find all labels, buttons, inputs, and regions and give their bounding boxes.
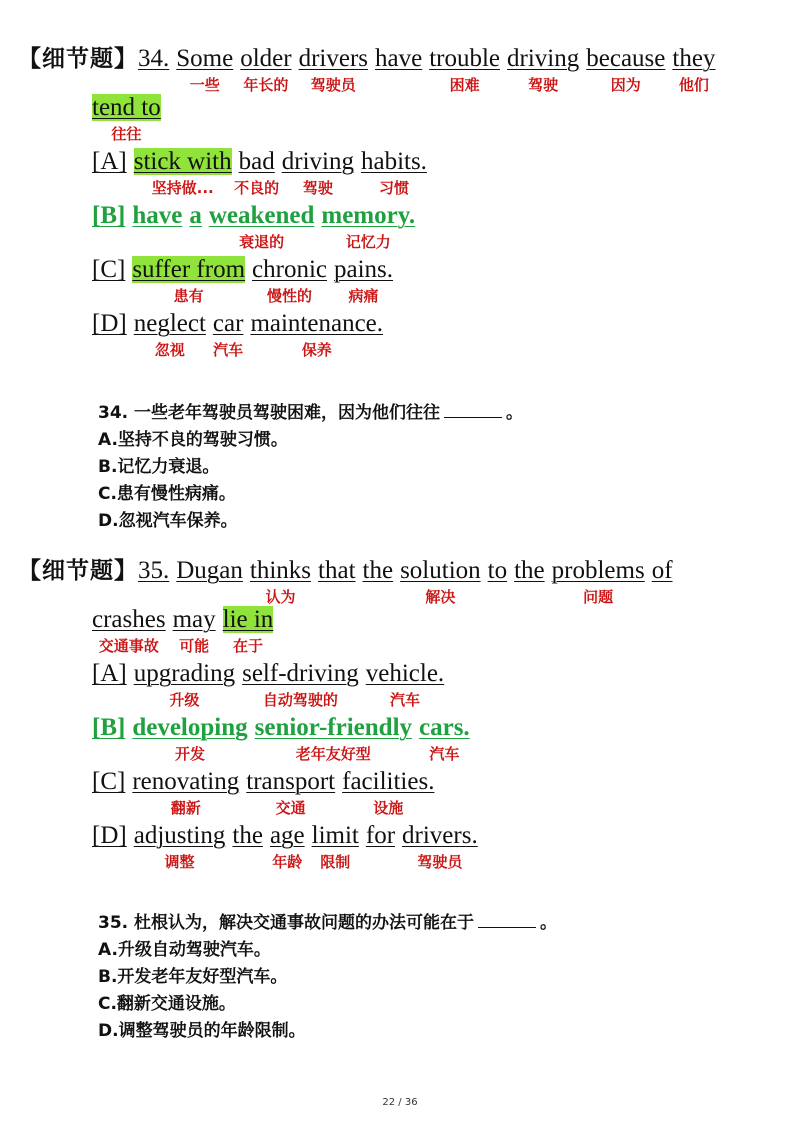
annotated-word (232, 822, 263, 850)
word-text: senior-friendly (254, 714, 413, 741)
word-text: tend to (92, 94, 161, 121)
q35-stem-words (138, 557, 680, 606)
annotated-word (375, 45, 422, 73)
word-text: because (586, 45, 666, 72)
chinese-gloss: 患有 (173, 287, 204, 305)
word-text: renovating (132, 768, 240, 795)
chinese-gloss: 不良的 (234, 179, 280, 197)
annotated-word (133, 148, 232, 197)
annotated-word (250, 310, 384, 359)
annotated-word (133, 660, 236, 709)
chinese-gloss: 年龄 (272, 853, 303, 871)
word-text: age (269, 822, 305, 849)
annotated-word (189, 202, 202, 230)
chinese-gloss: 认为 (265, 588, 296, 606)
chinese-gloss: 驾驶员 (417, 853, 463, 871)
chinese-gloss: 一些 (189, 76, 220, 94)
chinese-gloss: 汽车 (389, 691, 420, 709)
word-text: bad (238, 148, 275, 175)
annotated-word (138, 45, 169, 73)
chinese-gloss: 限制 (320, 853, 351, 871)
word-text: they (672, 45, 716, 72)
q35-translation-option-b: B.开发老年友好型汽车。 (98, 967, 288, 987)
chinese-gloss: 开发 (174, 745, 205, 763)
annotated-word (138, 557, 169, 585)
annotated-word (507, 45, 580, 94)
word-text: problems (551, 557, 645, 584)
annotated-word (92, 822, 127, 850)
q35-translation-option-d: D.调整驾驶员的年龄限制。 (98, 1021, 306, 1041)
annotated-word (132, 202, 182, 230)
annotated-word (429, 45, 501, 94)
annotated-word (92, 256, 125, 284)
annotated-word (132, 714, 248, 763)
chinese-gloss: 往往 (111, 125, 142, 143)
q35-option-d (92, 822, 485, 871)
q35-option-a (92, 660, 451, 709)
annotated-word (242, 660, 359, 709)
annotated-word (176, 45, 234, 94)
word-text: vehicle. (365, 660, 445, 687)
chinese-gloss: 他们 (678, 76, 709, 94)
word-text: adjusting (133, 822, 226, 849)
chinese-gloss: 驾驶员 (310, 76, 356, 94)
word-text: to (487, 557, 508, 584)
word-text: the (514, 557, 545, 584)
annotated-word (234, 148, 280, 197)
word-text: cars. (419, 714, 470, 741)
word-text: drivers. (402, 822, 478, 849)
annotated-word (92, 768, 125, 796)
word-text: [C] (92, 256, 126, 283)
word-text: have (132, 202, 183, 229)
word-text: maintenance. (250, 310, 384, 337)
word-text: self-driving (242, 660, 359, 687)
annotated-word (298, 45, 368, 94)
word-text: stick with (133, 148, 232, 175)
q34-translation-stem: 34. 一些老年驾驶员驾驶困难，因为他们往往 。 (98, 403, 524, 423)
word-text: have (375, 45, 423, 72)
word-text: [D] (92, 822, 127, 849)
annotated-word (360, 148, 427, 197)
chinese-gloss: 年长的 (243, 76, 289, 94)
annotated-word (92, 202, 125, 230)
q34-option-b (92, 202, 422, 251)
annotated-word (363, 557, 394, 585)
word-text: lie in (222, 606, 274, 633)
word-text: driving (507, 45, 580, 72)
word-text: thinks (249, 557, 312, 584)
word-text: [D] (92, 310, 127, 337)
word-text: pains. (334, 256, 394, 283)
q34-translation-option-d: D.忽视汽车保养。 (98, 511, 238, 531)
annotated-word (133, 822, 226, 871)
word-text: drivers (298, 45, 368, 72)
q35-option-b (92, 714, 477, 763)
chinese-gloss: 解决 (425, 588, 456, 606)
word-text: Some (176, 45, 234, 72)
chinese-gloss: 因为 (610, 76, 641, 94)
q34-translation-option-a: A.坚持不良的驾驶习惯。 (98, 430, 288, 450)
chinese-gloss: 升级 (169, 691, 200, 709)
chinese-gloss: 坚持做... (151, 179, 214, 197)
word-text: driving (281, 148, 354, 175)
word-text: of (651, 557, 673, 584)
q34-translation-option-c: C.患有慢性病痛。 (98, 484, 236, 504)
word-text: facilities. (342, 768, 435, 795)
q35-tag: 【细节题】 (18, 558, 138, 584)
word-text: the (232, 822, 263, 849)
chinese-gloss: 设施 (373, 799, 404, 817)
chinese-gloss: 病痛 (348, 287, 379, 305)
chinese-gloss: 问题 (583, 588, 614, 606)
annotated-word (652, 557, 673, 585)
word-text: car (212, 310, 244, 337)
annotated-word (92, 606, 166, 655)
word-text: habits. (360, 148, 427, 175)
annotated-word (672, 45, 716, 94)
q34-stem-line1 (18, 40, 722, 94)
chinese-gloss: 保养 (301, 341, 332, 359)
word-text: the (362, 557, 394, 584)
q35-stem-line1 (18, 552, 680, 606)
annotated-word (311, 822, 359, 871)
chinese-gloss: 忽视 (154, 341, 185, 359)
annotated-word (132, 256, 246, 305)
q35-translation-stem: 35. 杜根认为，解决交通事故问题的办法可能在于 。 (98, 913, 558, 933)
word-text: solution (400, 557, 481, 584)
annotated-word (132, 768, 240, 817)
annotated-word (246, 768, 336, 817)
chinese-gloss: 交通 (275, 799, 306, 817)
annotated-word (176, 557, 243, 585)
chinese-gloss: 可能 (179, 637, 210, 655)
answer-blank (444, 417, 502, 418)
word-text: [B] (92, 202, 126, 229)
annotated-word (586, 45, 666, 94)
q35-translation-option-a: A.升级自动驾驶汽车。 (98, 940, 271, 960)
annotated-word (133, 310, 206, 359)
chinese-gloss: 慢性的 (267, 287, 313, 305)
page-number: 22 / 36 (382, 1097, 418, 1108)
chinese-gloss: 记忆力 (345, 233, 391, 251)
answer-blank (478, 927, 536, 928)
chinese-gloss: 老年友好型 (295, 745, 371, 763)
annotated-word (419, 714, 470, 763)
word-text: Dugan (176, 557, 243, 584)
annotated-word (402, 822, 478, 871)
annotated-word (400, 557, 481, 606)
chinese-gloss: 困难 (449, 76, 480, 94)
annotated-word (334, 256, 394, 305)
q34-translation-option-b: B.记忆力衰退。 (98, 457, 220, 477)
annotated-word (342, 768, 435, 817)
word-text: 35. (138, 557, 170, 584)
annotated-word (222, 606, 274, 655)
q35-option-c (92, 768, 441, 817)
word-text: chronic (252, 256, 327, 283)
annotated-word (488, 557, 507, 585)
word-text: memory. (321, 202, 416, 229)
word-text: weakened (208, 202, 315, 229)
word-text: [C] (92, 768, 126, 795)
annotated-word (249, 557, 312, 606)
chinese-gloss: 翻新 (170, 799, 201, 817)
annotated-word (92, 660, 127, 688)
word-text: may (172, 606, 216, 633)
chinese-gloss: 汽车 (429, 745, 460, 763)
word-text: [A] (92, 148, 127, 175)
annotated-word (208, 202, 315, 251)
word-text: older (240, 45, 292, 72)
annotated-word (252, 256, 327, 305)
q34-tag: 【细节题】 (18, 46, 138, 72)
chinese-gloss: 在于 (232, 637, 263, 655)
annotated-word (92, 94, 161, 143)
annotated-word (254, 714, 413, 763)
word-text: that (318, 557, 356, 584)
annotated-word (318, 557, 356, 585)
word-text: limit (311, 822, 359, 849)
word-text: developing (132, 714, 248, 741)
annotated-word (514, 557, 545, 585)
word-text: suffer from (132, 256, 246, 283)
q34-option-c (92, 256, 400, 305)
chinese-gloss: 驾驶 (302, 179, 333, 197)
word-text: transport (246, 768, 336, 795)
annotated-word (551, 557, 645, 606)
annotated-word (92, 714, 125, 742)
chinese-gloss: 习惯 (378, 179, 409, 197)
word-text: 34. (138, 45, 170, 72)
word-text: [A] (92, 660, 127, 687)
word-text: upgrading (133, 660, 236, 687)
annotated-word (366, 822, 395, 850)
annotated-word (269, 822, 305, 871)
q35-stem-line2 (92, 606, 280, 655)
word-text: neglect (133, 310, 206, 337)
q34-stem-line2 (92, 94, 168, 143)
annotated-word (172, 606, 216, 655)
word-text: for (365, 822, 396, 849)
annotated-word (365, 660, 445, 709)
chinese-gloss: 交通事故 (98, 637, 159, 655)
q34-option-d (92, 310, 390, 359)
q35-translation-option-c: C.翻新交通设施。 (98, 994, 236, 1014)
q34-option-a (92, 148, 434, 197)
annotated-word (240, 45, 292, 94)
chinese-gloss: 自动驾驶的 (262, 691, 338, 709)
word-text: [B] (92, 714, 126, 741)
annotated-word (212, 310, 244, 359)
annotated-word (92, 148, 127, 176)
chinese-gloss: 驾驶 (528, 76, 559, 94)
chinese-gloss: 衰退的 (239, 233, 285, 251)
word-text: a (189, 202, 202, 229)
annotated-word (321, 202, 416, 251)
annotated-word (281, 148, 354, 197)
chinese-gloss: 汽车 (213, 341, 244, 359)
chinese-gloss: 调整 (164, 853, 195, 871)
word-text: crashes (92, 606, 166, 633)
annotated-word (92, 310, 127, 338)
word-text: trouble (429, 45, 501, 72)
q34-stem-words (138, 45, 722, 94)
